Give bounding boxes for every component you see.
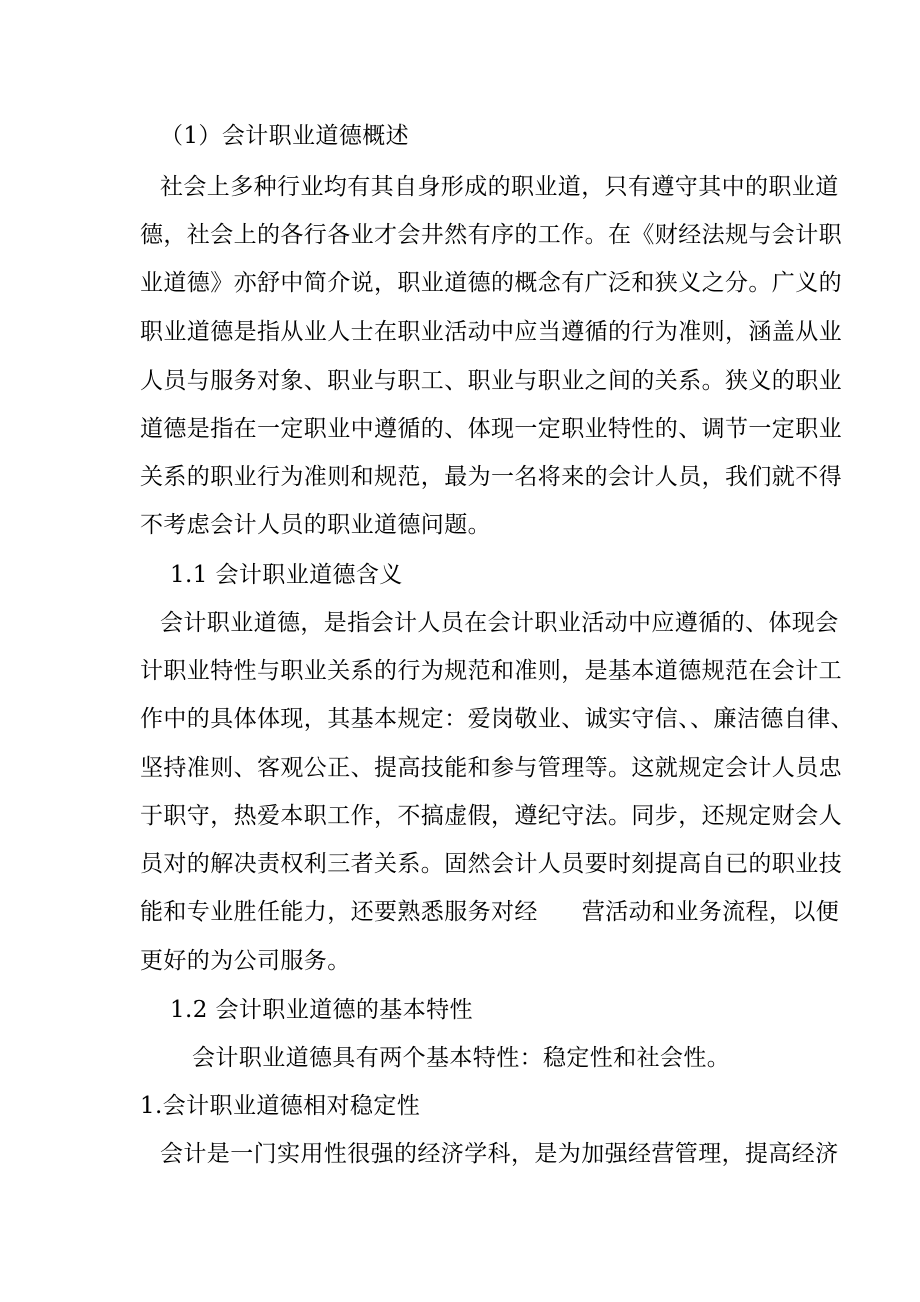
paragraph-line: 关系的职业行为准则和规范，最为一名将来的会计人员，我们就不得	[140, 464, 842, 490]
paragraph-line: 于职守，热爱本职工作，不搞虚假，遵纪守法。同步，还规定财会人	[140, 803, 842, 829]
paragraph-line: 作中的具体体现，其基本规定：爱岗敬业、诚实守信、、廉洁德自律、	[140, 706, 854, 732]
paragraph-line: 会计是一门实用性很强的经济学科，是为加强经营管理，提高经济	[160, 1141, 839, 1167]
paragraph-line: 不考虑会计人员的职业道德问题。	[140, 512, 491, 538]
subheading-stability: 1.会计职业道德相对稳定性	[140, 1093, 421, 1119]
paragraph-line: 会计职业道德具有两个基本特性：稳定性和社会性。	[192, 1045, 731, 1071]
paragraph-line: 道德是指在一定职业中遵循的、体现一定职业特性的、调节一定职业	[140, 416, 842, 442]
paragraph-line: 会计职业道德，是指会计人员在会计职业活动中应遵循的、体现会	[160, 610, 839, 636]
paragraph-line: 社会上多种行业均有其自身形成的职业道，只有遵守其中的职业道	[160, 174, 839, 200]
paragraph-line: 员对的解决责权利三者关系。固然会计人员要时刻提高自已的职业技	[140, 851, 842, 877]
paragraph-line: 更好的为公司服务。	[140, 948, 351, 974]
paragraph-line: 坚持准则、客观公正、提高技能和参与管理等。这就规定会计人员忠	[140, 755, 842, 781]
paragraph-line: 职业道德是指从业人士在职业活动中应当遵循的行为准则，涵盖从业	[140, 319, 842, 345]
paragraph-line: 计职业特性与职业关系的行为规范和准则，是基本道德规范在会计工	[140, 658, 842, 684]
paragraph-line: 人员与服务对象、职业与职工、职业与职业之间的关系。狭义的职业	[140, 368, 842, 394]
paragraph-line-part: 能和专业胜任能力，还要熟悉服务对经	[140, 899, 538, 925]
section-heading-1-1: 1.1 会计职业道德含义	[170, 562, 403, 588]
paragraph-line: 德，社会上的各行各业才会井然有序的工作。在《财经法规与会计职	[140, 222, 842, 248]
paragraph-line	[140, 897, 839, 927]
paragraph-line: 业道德》亦舒中简介说，职业道德的概念有广泛和狭义之分。广义的	[140, 270, 842, 296]
paragraph-line-part: 营活动和业务流程，以便	[581, 899, 840, 925]
section-heading-overview: （1）会计职业道德概述	[160, 123, 410, 149]
section-heading-1-2: 1.2 会计职业道德的基本特性	[170, 997, 473, 1023]
